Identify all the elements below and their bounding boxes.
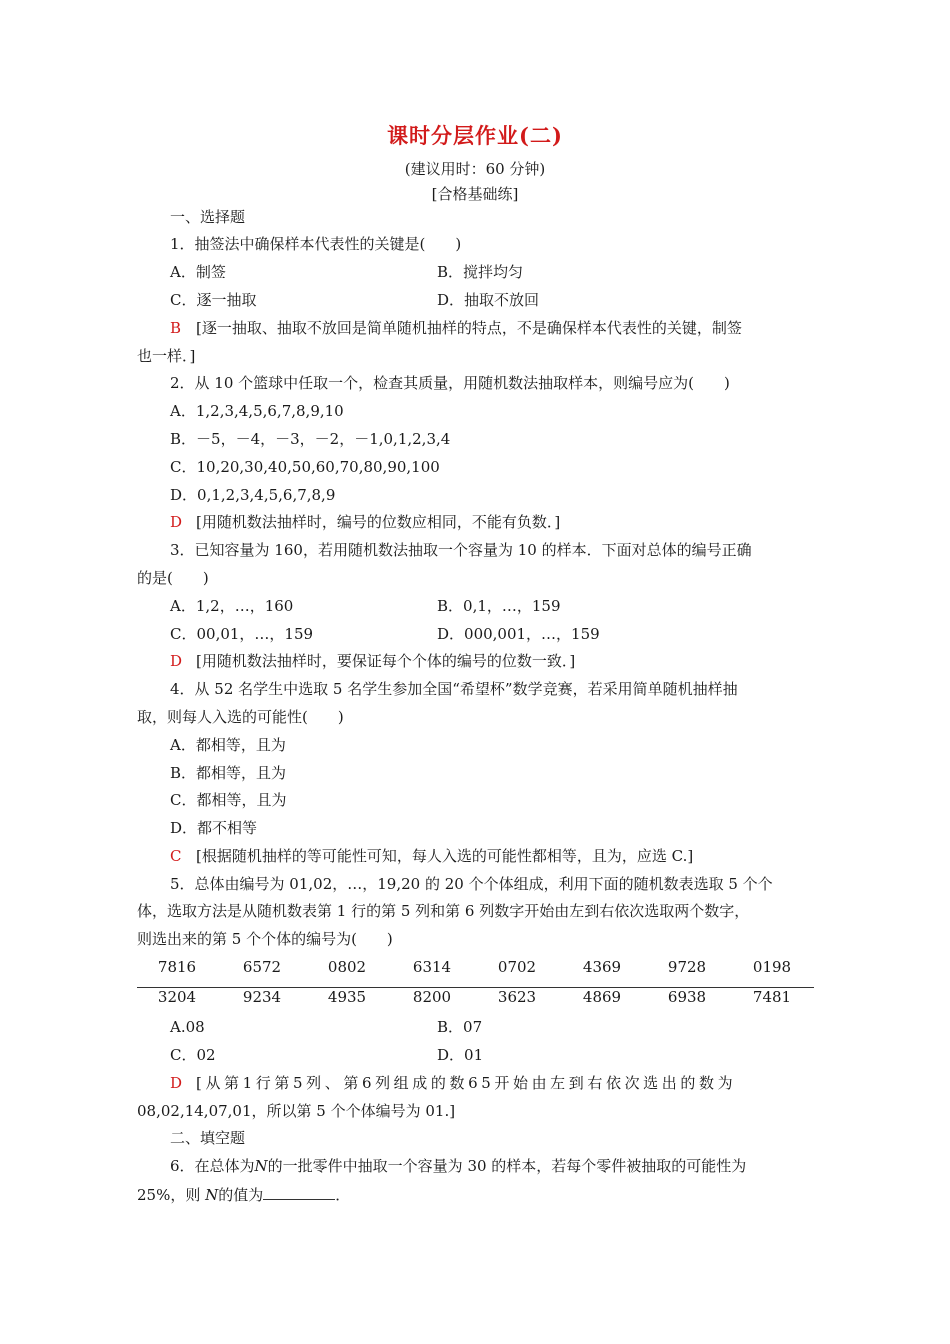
q1-answer-letter: B bbox=[170, 319, 182, 337]
table-cell: 6314 bbox=[412, 958, 452, 976]
q4-option-c: C．都相等，且为 bbox=[170, 791, 287, 809]
table-cell: 3204 bbox=[157, 988, 197, 1006]
q6-stem2-pre: 25%，则 bbox=[137, 1186, 206, 1204]
table-row-1 bbox=[137, 957, 814, 977]
q1-stem: 1．抽签法中确保样本代表性的关键是( ) bbox=[170, 235, 462, 253]
table-cell: 7481 bbox=[752, 988, 792, 1006]
q5-explanation-line2: 08,02,14,07,01，所以第 5 个个体编号为 01.] bbox=[137, 1102, 456, 1120]
q3-option-a: A．1,2，…，160 bbox=[170, 597, 294, 615]
table-cell: 9728 bbox=[667, 958, 707, 976]
q5-stem-line2: 体，选取方法是从随机数表第 1 行的第 5 列和第 6 列数字开始由左到右依次选取两个数字， bbox=[137, 902, 750, 920]
q6-stem-post: 的一批零件中抽取一个容量为 30 的样本，若每个零件被抽取的可能性为 bbox=[267, 1157, 747, 1175]
q3-explanation: [用随机数法抽样时，要保证每个个体的编号的位数一致．] bbox=[196, 652, 576, 670]
q5-stem-line1: 5．总体由编号为 01,02，…，19,20 的 20 个个体组成，利用下面的随机数表选取 5 个个 bbox=[170, 875, 773, 893]
section1-heading: 一、选择题 bbox=[170, 208, 246, 226]
q5-option-c: C．02 bbox=[170, 1046, 216, 1064]
table-cell: 4935 bbox=[327, 988, 367, 1006]
q6-stem-line1 bbox=[170, 1156, 746, 1176]
q5-option-d: D．01 bbox=[437, 1046, 484, 1064]
q2-stem: 2．从 10 个篮球中任取一个，检查其质量，用随机数法抽取样本，则编号应为( ) bbox=[170, 374, 730, 392]
table-cell: 6938 bbox=[667, 988, 707, 1006]
q5-answer bbox=[170, 1073, 736, 1093]
q1-explanation-line2: 也一样．] bbox=[137, 347, 196, 365]
answer-blank[interactable] bbox=[263, 1184, 335, 1200]
q6-stem2-post: 的值为 bbox=[218, 1186, 264, 1204]
q1-option-b: B．搅拌均匀 bbox=[437, 263, 524, 281]
q6-variable-2: N bbox=[205, 1186, 219, 1204]
table-cell: 0198 bbox=[752, 958, 792, 976]
q1-answer bbox=[170, 318, 742, 338]
q2-option-a: A．1,2,3,4,5,6,7,8,9,10 bbox=[170, 402, 344, 420]
table-cell: 9234 bbox=[242, 988, 282, 1006]
q1-option-a: A．制签 bbox=[170, 263, 226, 281]
q3-option-d: D．000,001，…，159 bbox=[437, 625, 600, 643]
q4-option-a: A．都相等，且为 bbox=[170, 736, 286, 754]
q6-variable: N bbox=[254, 1157, 268, 1175]
q6-stem-pre: 6．在总体为 bbox=[170, 1157, 255, 1175]
q3-answer-letter: D bbox=[170, 652, 183, 670]
time-hint: (建议用时：60 分钟) bbox=[404, 160, 546, 178]
q6-stem2-end: ． bbox=[335, 1186, 351, 1204]
q1-option-d: D．抽取不放回 bbox=[437, 291, 540, 309]
q4-answer bbox=[170, 846, 693, 866]
q5-explanation-line1: [从第1行第5列、第6列组成的数65开始由左到右依次选出的数为 bbox=[196, 1074, 737, 1092]
q4-option-d: D．都不相等 bbox=[170, 819, 258, 837]
q3-answer bbox=[170, 651, 575, 671]
table-cell: 4869 bbox=[582, 988, 622, 1006]
q3-stem-line1: 3．已知容量为 160，若用随机数法抽取一个容量为 10 的样本．下面对总体的编号正确 bbox=[170, 541, 752, 559]
q5-stem-line3: 则选出来的第 5 个个体的编号为( ) bbox=[137, 930, 393, 948]
table-cell: 3623 bbox=[497, 988, 537, 1006]
page-title: 课时分层作业(二) bbox=[387, 123, 563, 148]
q1-explanation-line1: [逐一抽取、抽取不放回是简单随机抽样的特点，不是确保样本代表性的关键，制签 bbox=[196, 319, 742, 337]
q1-option-c: C．逐一抽取 bbox=[170, 291, 257, 309]
q5-answer-letter: D bbox=[170, 1074, 183, 1092]
q4-option-b: B．都相等，且为 bbox=[170, 764, 287, 782]
q2-option-d: D．0,1,2,3,4,5,6,7,8,9 bbox=[170, 486, 336, 504]
q3-stem-line2: 的是( ) bbox=[137, 569, 209, 587]
q3-option-c: C．00,01，…，159 bbox=[170, 625, 314, 643]
q2-answer-letter: D bbox=[170, 513, 183, 531]
level-label: [合格基础练] bbox=[431, 185, 519, 203]
q2-option-b: B．－5，－4，－3，－2，－1,0,1,2,3,4 bbox=[170, 430, 451, 448]
table-cell: 0702 bbox=[497, 958, 537, 976]
q3-option-b: B．0,1，…，159 bbox=[437, 597, 561, 615]
q4-answer-letter: C bbox=[170, 847, 182, 865]
table-cell: 8200 bbox=[412, 988, 452, 1006]
table-row-2 bbox=[137, 987, 814, 1007]
q4-explanation: [根据随机抽样的等可能性可知，每人入选的可能性都相等，且为，应选 C.] bbox=[196, 847, 694, 865]
q2-answer bbox=[170, 512, 560, 532]
q2-explanation: [用随机数法抽样时，编号的位数应相同，不能有负数．] bbox=[196, 513, 561, 531]
q2-option-c: C．10,20,30,40,50,60,70,80,90,100 bbox=[170, 458, 440, 476]
table-cell: 7816 bbox=[157, 958, 197, 976]
table-cell: 4369 bbox=[582, 958, 622, 976]
q4-stem-line1: 4．从 52 名学生中选取 5 名学生参加全国“希望杯”数学竞赛，若采用简单随机抽样抽 bbox=[170, 680, 738, 698]
q5-option-b: B．07 bbox=[437, 1018, 483, 1036]
section2-heading: 二、填空题 bbox=[170, 1129, 246, 1147]
q4-stem-line2: 取，则每人入选的可能性( ) bbox=[137, 708, 344, 726]
q6-stem-line2 bbox=[137, 1184, 350, 1205]
table-cell: 0802 bbox=[327, 958, 367, 976]
q5-option-a: A.08 bbox=[170, 1018, 205, 1036]
table-cell: 6572 bbox=[242, 958, 282, 976]
